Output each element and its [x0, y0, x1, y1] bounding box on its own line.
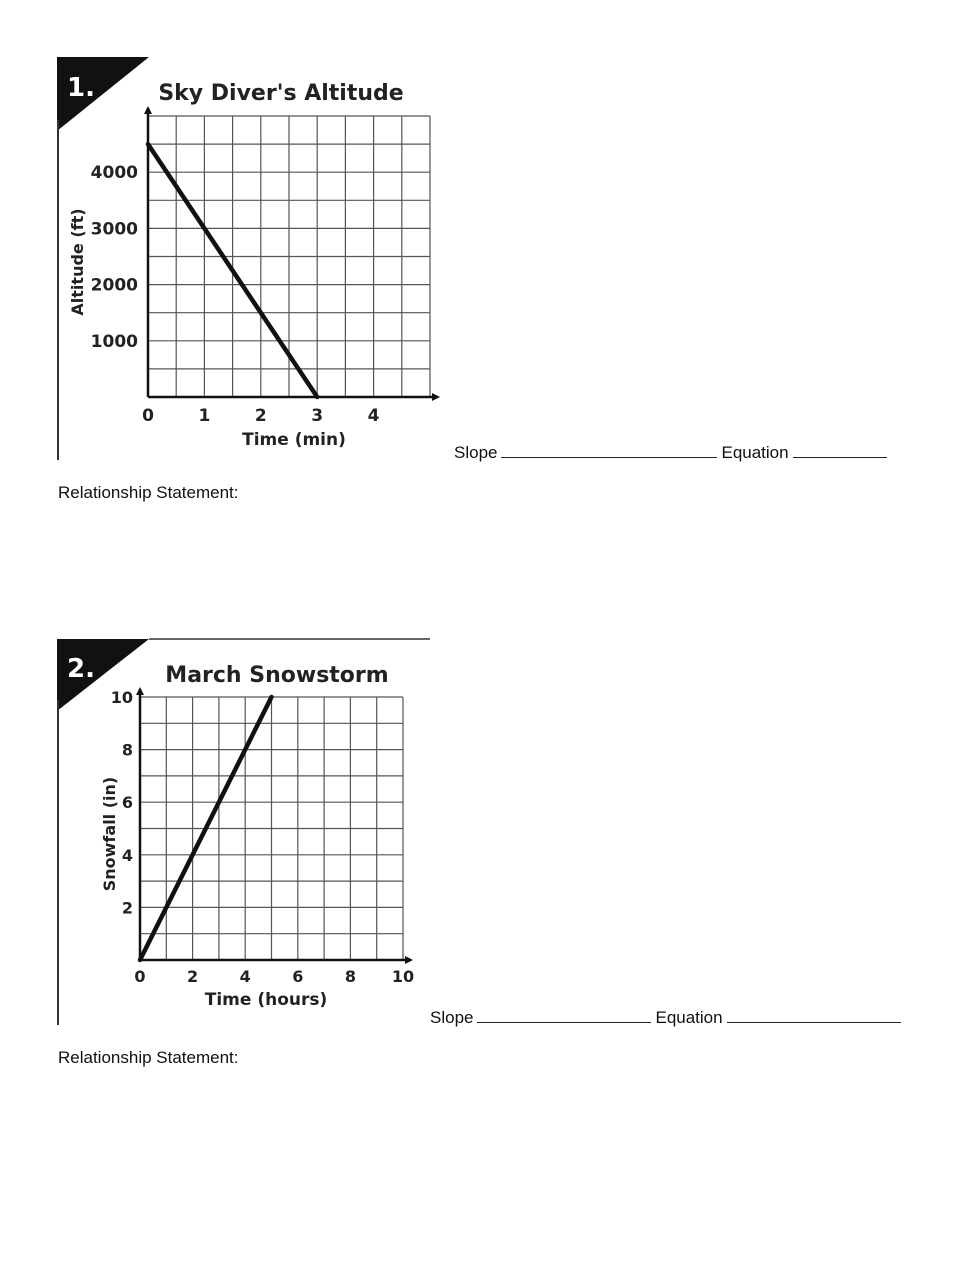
relationship-statement-label: Relationship Statement: — [58, 1048, 239, 1067]
axes — [136, 687, 413, 964]
slope-blank[interactable] — [501, 443, 717, 458]
y-axis-label: Altitude (ft) — [68, 208, 87, 316]
problem-number: 1. — [67, 73, 95, 103]
x-axis-label: Time (min) — [242, 430, 346, 450]
y-tick-label: 3000 — [90, 219, 138, 240]
problem-2 — [0, 580, 979, 1100]
x-axis-arrow — [405, 956, 413, 964]
problem-1 — [0, 0, 979, 520]
equation-label: Equation — [655, 1008, 723, 1027]
equation-label: Equation — [721, 443, 789, 462]
x-tick-label: 10 — [391, 967, 415, 986]
x-tick-label: 0 — [142, 406, 154, 426]
x-tick-label: 4 — [367, 406, 380, 426]
y-tick-label: 4000 — [90, 163, 138, 184]
chart-title: March Snowstorm — [165, 663, 389, 688]
x-tick-label: 1 — [198, 406, 211, 426]
y-tick-label: 8 — [121, 740, 133, 760]
relationship-statement-label: Relationship Statement: — [58, 483, 239, 502]
x-tick-label: 0 — [134, 967, 146, 986]
x-tick-label: 2 — [254, 406, 267, 426]
x-tick-label: 6 — [292, 967, 304, 986]
y-tick-label: 6 — [121, 793, 133, 813]
problem-number: 2. — [67, 654, 95, 684]
y-axis-arrow — [136, 687, 144, 695]
y-axis-label: Snowfall (in) — [100, 776, 119, 892]
slope-blank[interactable] — [477, 1008, 651, 1023]
x-tick-label: 2 — [187, 967, 199, 986]
y-tick-label: 2 — [121, 898, 133, 918]
x-axis-label: Time (hours) — [204, 990, 328, 1010]
slope-label: Slope — [430, 1008, 474, 1027]
x-tick-label: 4 — [239, 967, 251, 986]
y-tick-label: 4 — [121, 845, 133, 865]
y-tick-label: 10 — [110, 688, 133, 707]
chart-title: Sky Diver's Altitude — [158, 81, 404, 106]
y-axis-arrow — [144, 106, 152, 114]
answer-line — [430, 1008, 905, 1028]
x-tick-label: 8 — [344, 967, 356, 986]
tick-labels — [111, 688, 414, 986]
equation-blank[interactable] — [727, 1008, 901, 1023]
slope-label: Slope — [454, 443, 498, 462]
tick-labels — [91, 163, 380, 426]
answer-line — [454, 443, 891, 463]
y-tick-label: 1000 — [90, 331, 138, 352]
x-axis-arrow — [432, 393, 440, 401]
y-tick-label: 2000 — [90, 275, 138, 296]
chart-sky-diver-altitude — [0, 0, 979, 520]
x-tick-label: 3 — [311, 406, 324, 426]
equation-blank[interactable] — [793, 443, 887, 458]
grid — [140, 697, 403, 960]
